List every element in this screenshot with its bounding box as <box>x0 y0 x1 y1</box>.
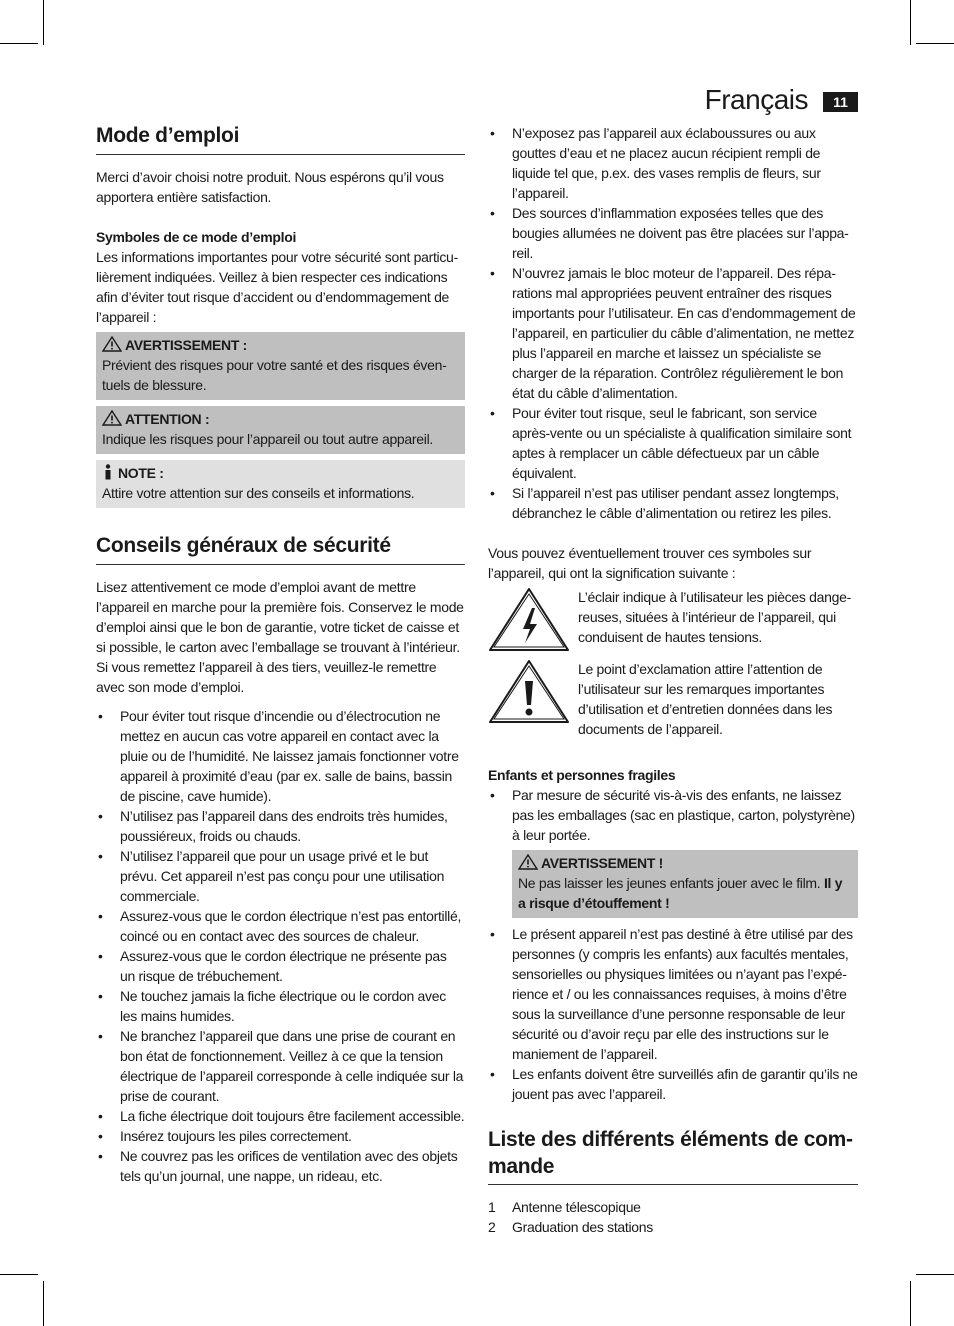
list-item: • Assurez-vous que le cordon électrique n’est pas entortillé, coincé ou en contact avec des sources de chaleur. <box>96 906 465 946</box>
notice-avertissement <box>96 332 465 400</box>
section-title-conseils: Conseils généraux de sécurité <box>96 532 465 565</box>
symbols-text: Les informations importantes pour votre sécurité sont particulièrement indiquées. Veillez à bien respecter ces indications afin d’éviter tout risque d’accident ou d’endommagement de l’appareil : <box>96 249 459 325</box>
warning-triangle-icon <box>518 854 538 870</box>
section-title-mode-emploi: Mode d’emploi <box>96 122 465 155</box>
warning-triangle-icon <box>102 336 122 352</box>
notice-text: Ne pas laisser les jeunes enfants jouer avec le film. <box>518 875 824 891</box>
list-item: 1 Antenne télescopique <box>488 1199 641 1215</box>
list-item: • Par mesure de sécurité vis-à-vis des enfants, ne laissez pas les emballages (sac en plastique, carton, polystyrène) à leur portée. <box>488 785 858 845</box>
list-item: • La fiche électrique doit toujours être facilement accessible. <box>96 1106 465 1126</box>
symbol-row-lightning <box>488 587 858 653</box>
list-item: • Ne couvrez pas les orifices de ventilation avec des objets tels qu’un journal, une nappe, un rideau, etc. <box>96 1146 465 1186</box>
crop-mark <box>916 1274 954 1275</box>
crop-mark <box>0 43 38 44</box>
list-item: • Le présent appareil n’est pas destiné à être utilisé par des personnes (y compris les enfants) aux facultés mentales, sensorielles ou physiques limitées ou n’ayant pas l’expérience et / ou les connaissances requises, à moins d’être sous la surveillance d’une personne responsable de leur sécurité ou d’avoir reçu par elle des instructions sur le maniement de l’appareil. <box>488 924 858 1064</box>
symbol-description: L’éclair indique à l’utilisateur les pièces dangereuses, situées à l’intérieur de l’appareil, qui conduisent de hautes tensions. <box>578 589 852 645</box>
right-column <box>488 123 858 1237</box>
list-item: • Assurez-vous que le cordon électrique ne présente pas un risque de trébuchement. <box>96 946 465 986</box>
list-item: • Ne branchez l’appareil que dans une prise de courant en bon état de fonctionnement. Veillez à ce que la tension électrique de l’appareil corresponde à celle indiquée sur la prise de courant. <box>96 1026 465 1106</box>
safety-bullet-list <box>96 706 465 1186</box>
list-item: • Des sources d’inflammation exposées telles que des bougies allumées ne doivent pas être placées sur l’appareil. <box>488 203 858 263</box>
intro-text: Merci d’avoir choisi notre produit. Nous espérons qu’il vous apportera entière satisfaction. <box>96 169 444 205</box>
section-title-elements: Liste des différents éléments de commande <box>488 1126 858 1185</box>
notice-text-bold: Il y a risque d’étouffement ! <box>518 875 843 911</box>
crop-mark <box>910 0 911 45</box>
notice-text: Attire votre attention sur des conseils et informations. <box>102 485 415 501</box>
list-item: • N’utilisez l’appareil que pour un usage privé et le but prévu. Cet appareil n’est pas conçu pour une utilisation commerciale. <box>96 846 465 906</box>
list-item: • N’utilisez pas l’appareil dans des endroits très humides, poussiéreux, froids ou chauds. <box>96 806 465 846</box>
list-item: • Les enfants doivent être surveillés afin de garantir qu’ils ne jouent pas avec l’appareil. <box>488 1064 858 1104</box>
notice-text: Prévient des risques pour votre santé et des risques éventuels de blessure. <box>102 357 447 393</box>
list-item: • N’exposez pas l’appareil aux éclaboussures ou aux gouttes d’eau et ne placez aucun récipient rempli de liquide tel que, p.ex. des vases remplis de fleurs, sur l’appareil. <box>488 123 858 203</box>
symbol-description: Le point d’exclamation attire l’attention de l’utilisateur sur les remarques importantes d’utilisation et d’entretien données dans les documents de l’appareil. <box>578 661 833 737</box>
crop-mark <box>0 1274 38 1275</box>
list-item: • Pour éviter tout risque, seul le fabricant, son service après-vente ou un spécialiste à qualification similaire sont aptes à remplacer un câble défectueux par un câble équivalent. <box>488 403 858 483</box>
notice-label: AVERTISSEMENT ! <box>541 855 664 871</box>
notice-label: NOTE : <box>118 465 164 481</box>
safety-bullet-list-continued <box>488 123 858 523</box>
crop-mark <box>916 43 954 44</box>
symbols-intro: Vous pouvez éventuellement trouver ces symboles sur l’appareil, qui ont la signification suivante : <box>488 545 812 581</box>
crop-mark <box>910 1281 911 1326</box>
enfants-heading: Enfants et personnes fragiles <box>488 767 676 783</box>
list-item: • Pour éviter tout risque d’incendie ou d’électrocution ne mettez en aucun cas votre appareil en contact avec la pluie ou de l’humidité. Ne laissez jamais fonctionner votre appareil à proximité d’eau (par ex. salle de bains, bassin de piscine, cave humide). <box>96 706 465 806</box>
left-column <box>96 122 465 1186</box>
warning-triangle-icon <box>102 410 122 426</box>
exclamation-warning-icon <box>488 659 570 725</box>
list-item: • Insérez toujours les piles correctement. <box>96 1126 465 1146</box>
notice-text: Indique les risques pour l’appareil ou tout autre appareil. <box>102 431 433 447</box>
crop-mark <box>43 1281 44 1326</box>
crop-mark <box>43 0 44 45</box>
info-icon <box>102 464 114 480</box>
controls-list <box>488 1197 858 1237</box>
list-item: • Ne touchez jamais la fiche électrique ou le cordon avec les mains humides. <box>96 986 465 1026</box>
conseils-intro: Lisez attentivement ce mode d’emploi avant de mettre l’appareil en marche pour la première fois. Conservez le mode d’emploi ainsi que le bon de garantie, votre ticket de caisse et si possible, le carton avec l’emballage se trouvant à l’intérieur. Si vous remettez l’appareil à des tiers, veuillez-le remettre avec son mode d’emploi. <box>96 579 464 695</box>
list-item: 2 Graduation des stations <box>488 1219 653 1235</box>
notice-label: AVERTISSEMENT : <box>125 337 248 353</box>
symbol-row-exclamation <box>488 659 858 739</box>
list-item: • N’ouvrez jamais le bloc moteur de l’appareil. Des réparations mal appropriées peuvent entraîner des risques importants pour l’utilisateur. En cas d’endommagement de l’appareil, en particulier du câble d’alimentation, ne mettez plus l’appareil en marche et laissez un spécialiste se charger de la réparation. Contrôlez régulièrement le bon état du câble d’alimentation. <box>488 263 858 403</box>
notice-note <box>96 460 465 508</box>
notice-label: ATTENTION : <box>125 411 210 427</box>
notice-attention <box>96 406 465 454</box>
list-item: • Si l’appareil n’est pas utiliser pendant assez longtemps, débranchez le câble d’alimentation ou retirez les piles. <box>488 483 858 523</box>
page-number-badge: 11 <box>823 92 858 112</box>
notice-avertissement-enfants <box>512 850 858 918</box>
lightning-warning-icon <box>488 587 570 653</box>
symbols-heading: Symboles de ce mode d’emploi <box>96 229 297 245</box>
page-language-title: Français <box>704 84 808 115</box>
